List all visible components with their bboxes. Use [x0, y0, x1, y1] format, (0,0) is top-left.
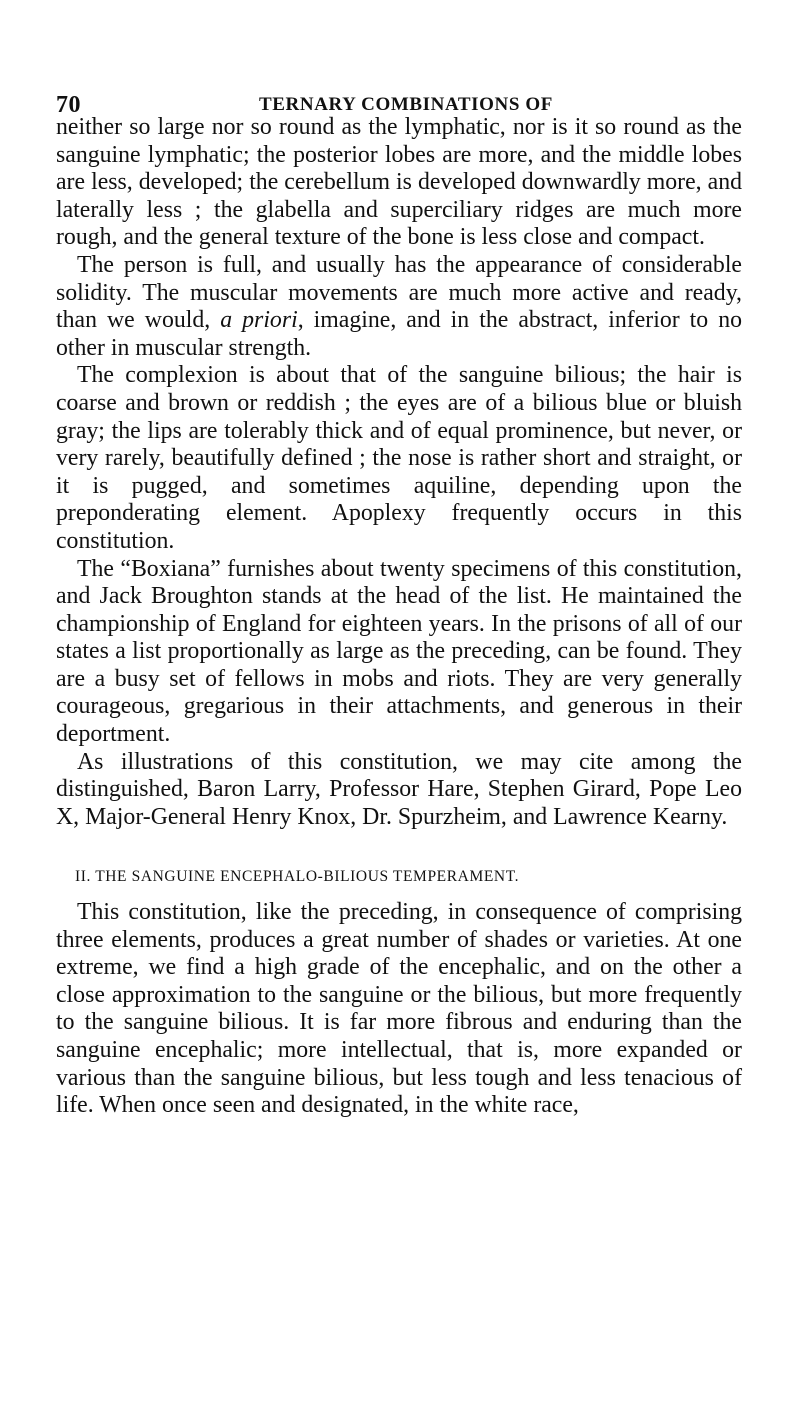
- paragraph-complexion: The complexion is about that of the sanguine bilious; the hair is coarse and brown or reddish ; the eyes are of a bilious blue or bluish gray; the lips are tolerably thick and of equal prominence, but never, or very rarely, beautifully defined ; the nose is rather short and straight, or it is pugged, and sometimes aquiline, depending upon the preponderating element. Apoplexy frequently occurs in this constitution.: [56, 362, 742, 554]
- running-title: TERNARY COMBINATIONS OF: [259, 94, 553, 115]
- paragraph-boxiana: The “Boxiana” furnishes about twenty specimens of this constitution, and Jack Broughton stands at the head of the list. He maintained the championship of England for eighteen years. In the prisons of all of our states a list proportionally as large as the preceding, can be found. They are a busy set of fellows in mobs and riots. They are very generally courageous, gregarious in their attachments, and generous in their deportment.: [56, 555, 742, 748]
- paragraph-person-text-end: , imagine, and in the abstract, inferior to no other in muscular strength.: [56, 307, 742, 361]
- body-text: [56, 114, 742, 1120]
- section-heading: II. THE SANGUINE ENCEPHALO-BILIOUS TEMPERAMENT.: [75, 868, 520, 886]
- paragraph-person: [56, 252, 742, 362]
- paragraph-person-italic: a priori: [220, 307, 298, 334]
- paragraph-person-text-start: The person is full, and usually has the appearance of considerable solidity. The muscular movements are much more active and ready, than we would,: [56, 251, 742, 334]
- paragraph-skull-description: neither so large nor so round as the lymphatic, nor is it so round as the sanguine lymphatic; the posterior lobes are more, and the middle lobes are less, developed; the cerebellum is developed downwardly more, and laterally less ; the glabella and superciliary ridges are much more rough, and the general texture of the bone is less close and compact.: [56, 114, 742, 251]
- paragraph-illustrations: As illustrations of this constitution, we may cite among the distinguished, Baron Larry, Professor Hare, Stephen Girard, Pope Leo X, Major-General Henry Knox, Dr. Spurzheim, and Lawrence Kearny.: [56, 748, 742, 830]
- page-number: 70: [56, 92, 81, 118]
- paragraph-section-body: This constitution, like the preceding, in consequence of comprising three elements, produces a great number of shades or varieties. At one extreme, we find a high grade of the encephalic, and on the other a close approximation to the sanguine or the bilious, but more frequently to the sanguine bilious. It is far more fibrous and enduring than the sanguine encephalic; more intellectual, that is, more expanded or various than the sanguine bilious, but less tough and less tenacious of life. When once seen and designated, in the white race,: [56, 899, 742, 1119]
